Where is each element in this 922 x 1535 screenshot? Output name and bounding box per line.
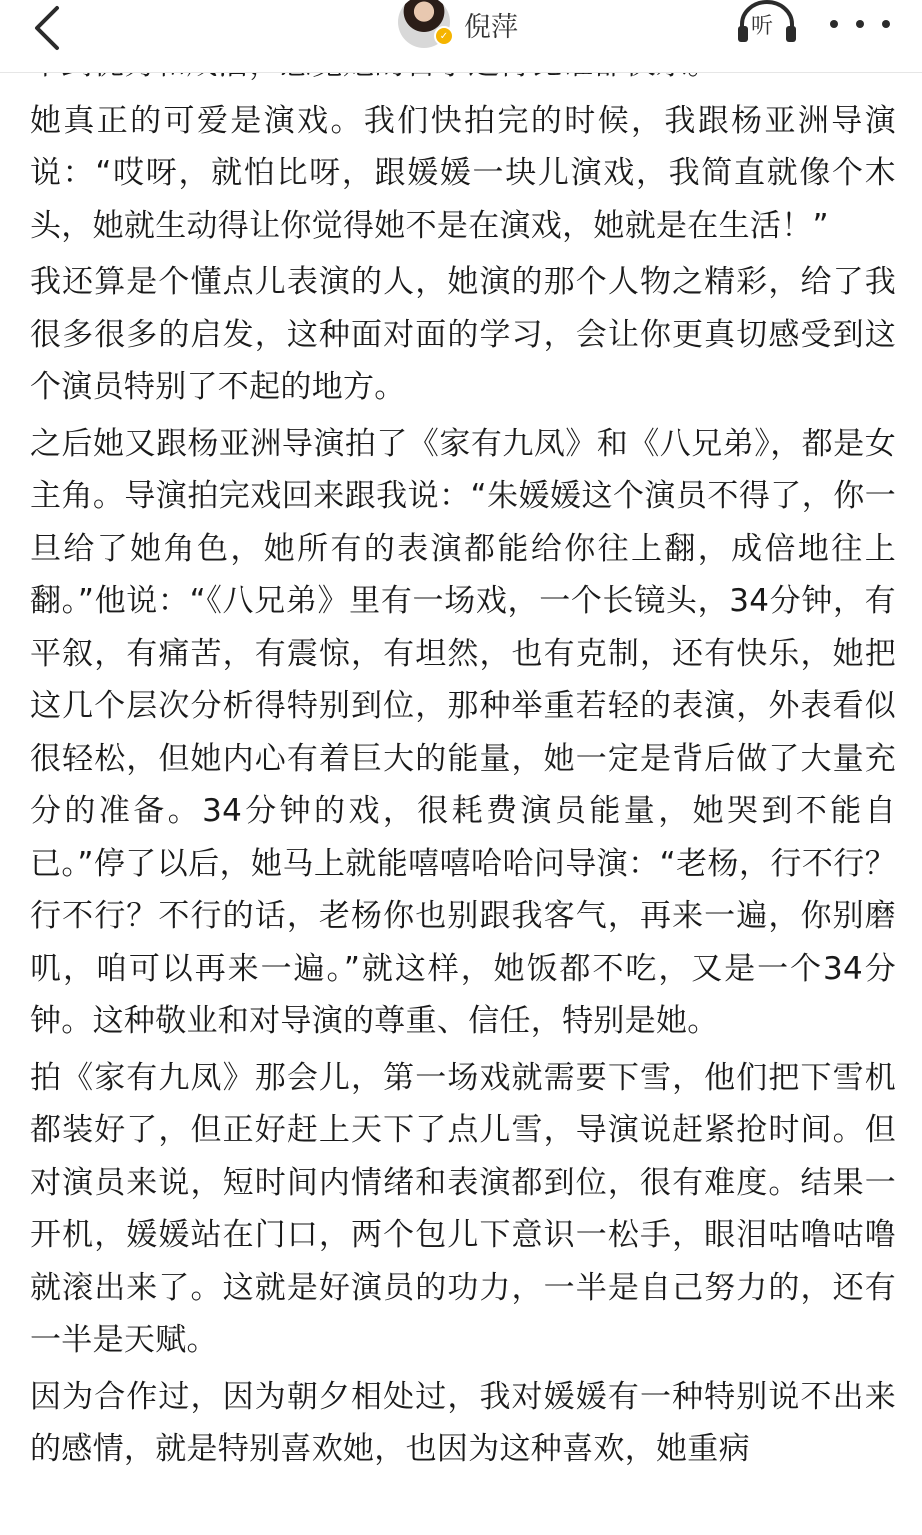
- more-dots-icon: [882, 20, 890, 28]
- article-paragraph: 拍《家有九凤》那会儿，第一场戏就需要下雪，他们把下雪机都装好了，但正好赶上天下了点儿雪，导演说赶紧抢时间。但对演员来说，短时间内情绪和表演都到位，很有难度。结果一开机，媛媛站在门口，两个包儿下意识一松手，眼泪咕噜咕噜就滚出来了。这就是好演员的功力，一半是自己努力的，还有一半是天赋。: [30, 1059, 896, 1358]
- more-dots-icon: [856, 20, 864, 28]
- author-name[interactable]: 倪萍: [464, 11, 518, 43]
- listen-button[interactable]: [736, 0, 798, 44]
- more-dots-icon: [830, 20, 838, 28]
- verified-badge-icon: ✓: [434, 26, 454, 46]
- more-options-button[interactable]: [830, 6, 890, 42]
- article-body: [30, 38, 896, 1480]
- article-paragraph: 因为合作过，因为朝夕相处过，我对媛媛有一种特别说不出来的感情，就是特别喜欢她，也因为这种喜欢，她重病: [30, 1378, 896, 1467]
- article-paragraph: 我还算是个懂点儿表演的人，她演的那个人物之精彩，给了我很多很多的启发，这种面对面的学习，会让你更真切感受到这个演员特别了不起的地方。: [30, 264, 896, 405]
- listen-label: 听: [751, 14, 774, 39]
- top-navigation-bar: [0, 0, 922, 73]
- back-chevron-icon: [31, 5, 61, 51]
- back-button[interactable]: [24, 2, 68, 54]
- article-paragraph: 她真正的可爱是演戏。我们快拍完的时候，我跟杨亚洲导演说：“哎呀，就怕比呀，跟媛媛一块儿演戏，我简直就像个木头，她就生动得让你觉得她不是在演戏，她就是在生活！”: [30, 102, 896, 244]
- author-info[interactable]: [398, 0, 518, 48]
- avatar[interactable]: [398, 0, 450, 48]
- article-paragraph: 之后她又跟杨亚洲导演拍了《家有九凤》和《八兄弟》，都是女主角。导演拍完戏回来跟我说：“朱媛媛这个演员不得了，你一旦给了她角色，她所有的表演都能给你往上翻，成倍地往上翻。”他说：“《八兄弟》里有一场戏，一个长镜头，34分钟，有平叙，有痛苦，有震惊，有坦然，也有克制，还有快乐，她把这几个层次分析得特别到位，那种举重若轻的表演，外表看似很轻松，但她内心有着巨大的能量，她一定是背后做了大量充分的准备。34分钟的戏，很耗费演员能量，她哭到不能自已。”停了以后，她马上就能嘻嘻哈哈问导演：“老杨，行不行？行不行？不行的话，老杨你也别跟我客气，再来一遍，你别磨叽，咱可以再来一遍。”就这样，她饭都不吃，又是一个34分钟。这种敬业和对导演的尊重、信任，特别是她。: [30, 425, 896, 1039]
